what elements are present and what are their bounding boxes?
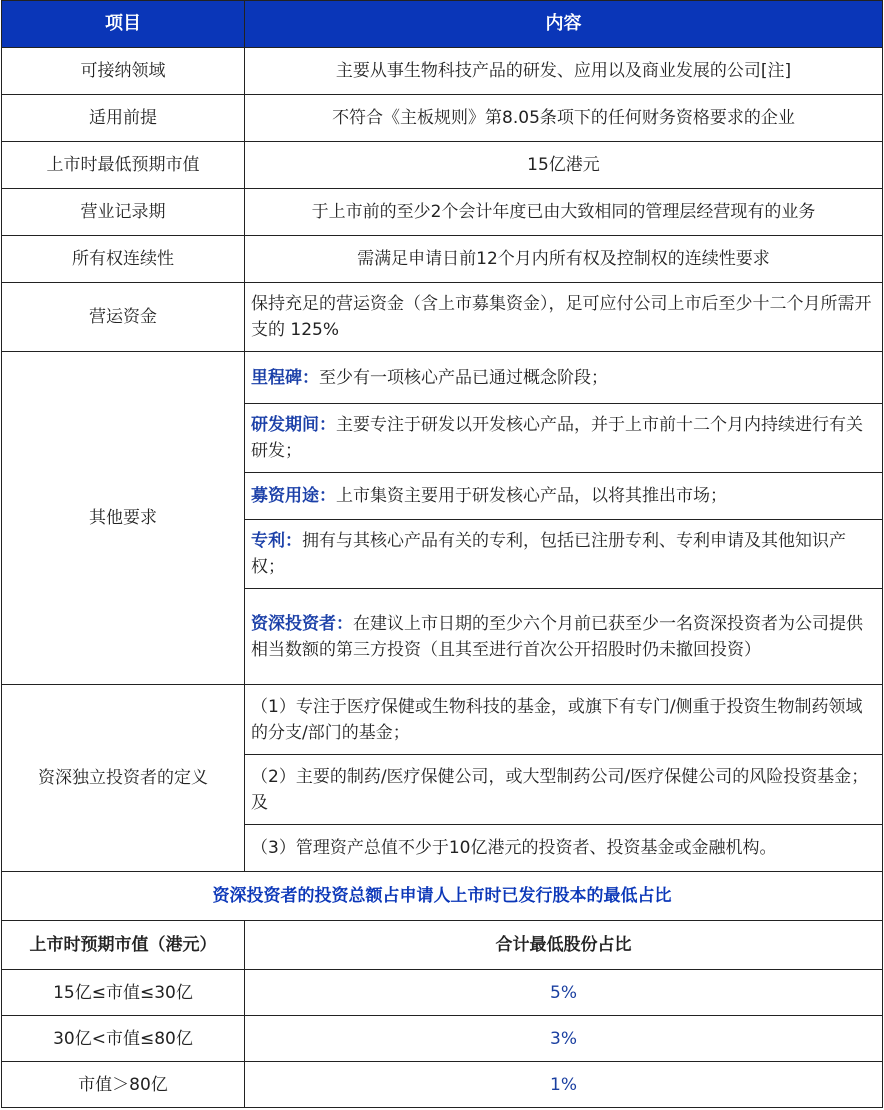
ratio-header-cap: 上市时预期市值（港元）: [2, 921, 245, 970]
listing-requirements-table: [1, 0, 883, 1108]
table-row: [2, 48, 883, 95]
row-label: 适用前提: [2, 95, 245, 142]
row-label: 营运资金: [2, 283, 245, 352]
ratio-header-pct: 合计最低股份占比: [245, 921, 883, 970]
row-value: 于上市前的至少2个会计年度已由大致相同的管理层经营现有的业务: [245, 189, 883, 236]
requirement-term: 专利：: [251, 531, 302, 551]
requirement-item: [245, 473, 883, 520]
ratio-title-row: [2, 872, 883, 921]
ratio-pct: 5%: [245, 970, 883, 1016]
other-requirements-label: 其他要求: [2, 352, 245, 685]
ratio-pct: 3%: [245, 1016, 883, 1062]
definition-item: （2）主要的制药/医疗保健公司，或大型制药公司/医疗保健公司的风险投资基金；及: [245, 755, 883, 825]
requirement-term: 研发期间：: [251, 415, 336, 435]
requirement-term: 里程碑：: [251, 367, 319, 388]
table-row: [2, 189, 883, 236]
ratio-row: [2, 1016, 883, 1062]
ratio-title: 资深投资者的投资总额占申请人上市时已发行股本的最低占比: [2, 872, 883, 921]
requirement-item: [245, 520, 883, 589]
definition-item: （1）专注于医疗保健或生物科技的基金，或旗下有专门/侧重于投资生物制药领域的分支/部门的基金；: [245, 685, 883, 755]
requirement-text: 在建议上市日期的至少六个月前已获至少一名资深投资者为公司提供相当数额的第三方投资（且其至进行首次公开招股时仍未撤回投资）: [251, 613, 863, 660]
table-row: [2, 236, 883, 283]
definition-row: [2, 685, 883, 755]
ratio-range: 市值＞80亿: [2, 1062, 245, 1108]
row-label: 所有权连续性: [2, 236, 245, 283]
definition-item: （3）管理资产总值不少于10亿港元的投资者、投资基金或金融机构。: [245, 825, 883, 872]
requirement-text: 至少有一项核心产品已通过概念阶段；: [319, 367, 608, 388]
ratio-pct: 1%: [245, 1062, 883, 1108]
table-row: [2, 142, 883, 189]
table-row: [2, 95, 883, 142]
requirement-text: 上市集资主要用于研发核心产品，以将其推出市场；: [336, 486, 727, 506]
ratio-range: 30亿<市值≤80亿: [2, 1016, 245, 1062]
table-row: [2, 283, 883, 352]
ratio-header-row: [2, 921, 883, 970]
row-value: 需满足申请日前12个月内所有权及控制权的连续性要求: [245, 236, 883, 283]
requirement-text: 主要专注于研发以开发核心产品，并于上市前十二个月内持续进行有关研发；: [251, 415, 863, 461]
header-item: 项目: [2, 1, 245, 48]
definition-label: 资深独立投资者的定义: [2, 685, 245, 872]
row-value: 保持充足的营运资金（含上市募集资金），足可应付公司上市后至少十二个月所需开支的 125%: [245, 283, 883, 352]
row-label: 上市时最低预期市值: [2, 142, 245, 189]
other-requirements-row: [2, 352, 883, 404]
requirement-item: [245, 589, 883, 685]
requirement-term: 募资用途：: [251, 486, 336, 506]
ratio-row: [2, 970, 883, 1016]
row-label: 营业记录期: [2, 189, 245, 236]
requirement-text: 拥有与其核心产品有关的专利，包括已注册专利、专利申请及其他知识产权；: [251, 531, 846, 577]
row-value: 15亿港元: [245, 142, 883, 189]
row-label: 可接纳领域: [2, 48, 245, 95]
row-value: 不符合《主板规则》第8.05条项下的任何财务资格要求的企业: [245, 95, 883, 142]
requirement-term: 资深投资者：: [251, 613, 353, 634]
requirement-item: [245, 352, 883, 404]
ratio-range: 15亿≤市值≤30亿: [2, 970, 245, 1016]
ratio-row: [2, 1062, 883, 1108]
header-content: 内容: [245, 1, 883, 48]
table-header-row: [2, 1, 883, 48]
row-value: 主要从事生物科技产品的研发、应用以及商业发展的公司[注]: [245, 48, 883, 95]
requirement-item: [245, 404, 883, 473]
